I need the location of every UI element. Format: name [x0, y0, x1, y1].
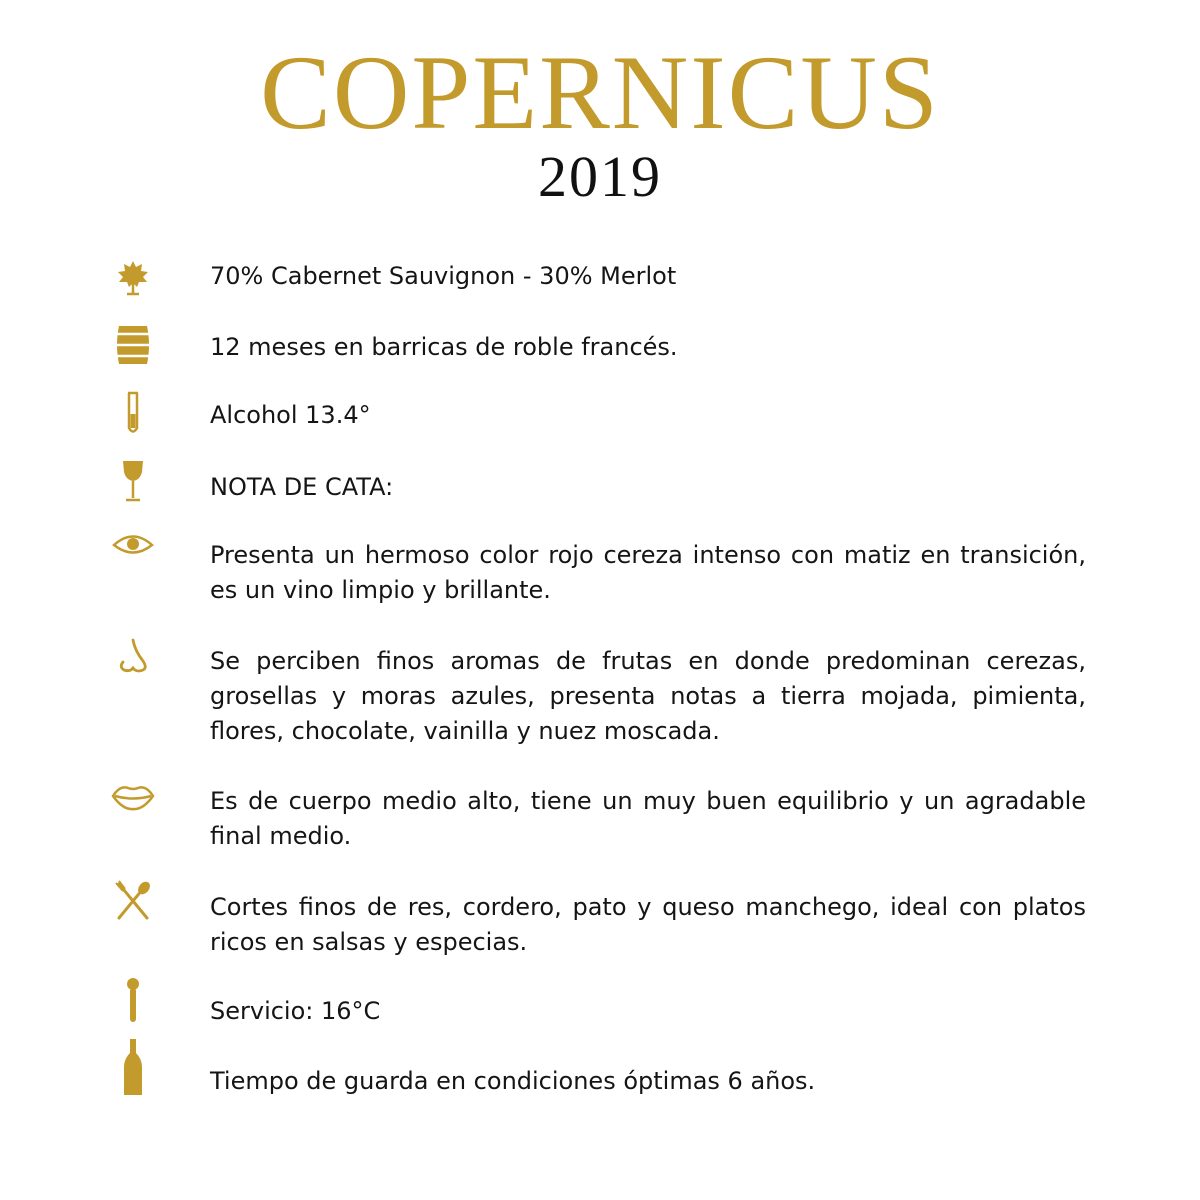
visual-description: Presenta un hermoso color rojo cereza intenso con matiz en transición, es un vino limpio y brillante. [210, 541, 1086, 604]
test-tube-icon [108, 388, 158, 438]
eye-icon [108, 520, 158, 570]
aroma-description: Se perciben finos aromas de frutas en donde predominan cerezas, grosellas y moras azules, presenta notas a tierra mojada, pimienta, flores, chocolate, vainilla y nuez moscada. [210, 647, 1086, 745]
wine-glass-icon [108, 456, 158, 506]
grape-varieties: 70% Cabernet Sauvignon - 30% Merlot [210, 262, 677, 290]
palate-description: Es de cuerpo medio alto, tiene un muy buen equilibrio y un agradable final medio. [210, 787, 1086, 850]
aging-potential: Tiempo de guarda en condiciones óptimas 6 años. [210, 1067, 816, 1095]
food-pairing: Cortes finos de res, cordero, pato y queso manchego, ideal con platos ricos en salsas y especias. [210, 893, 1086, 956]
wine-title: COPERNICUS [260, 34, 940, 151]
fork-spoon-icon [108, 876, 158, 926]
vintage-year: 2019 [538, 144, 662, 209]
tasting-note-heading: NOTA DE CATA: [210, 473, 394, 501]
serving-temperature: Servicio: 16°C [210, 997, 381, 1025]
grape-leaf-icon [108, 252, 158, 302]
lips-icon [108, 772, 158, 822]
bottle-icon [108, 1042, 158, 1092]
alcohol-content: Alcohol 13.4° [210, 401, 371, 429]
nose-icon [108, 632, 158, 682]
thermometer-icon [108, 976, 158, 1026]
barrel-icon [108, 320, 158, 370]
barrel-aging: 12 meses en barricas de roble francés. [210, 333, 678, 361]
